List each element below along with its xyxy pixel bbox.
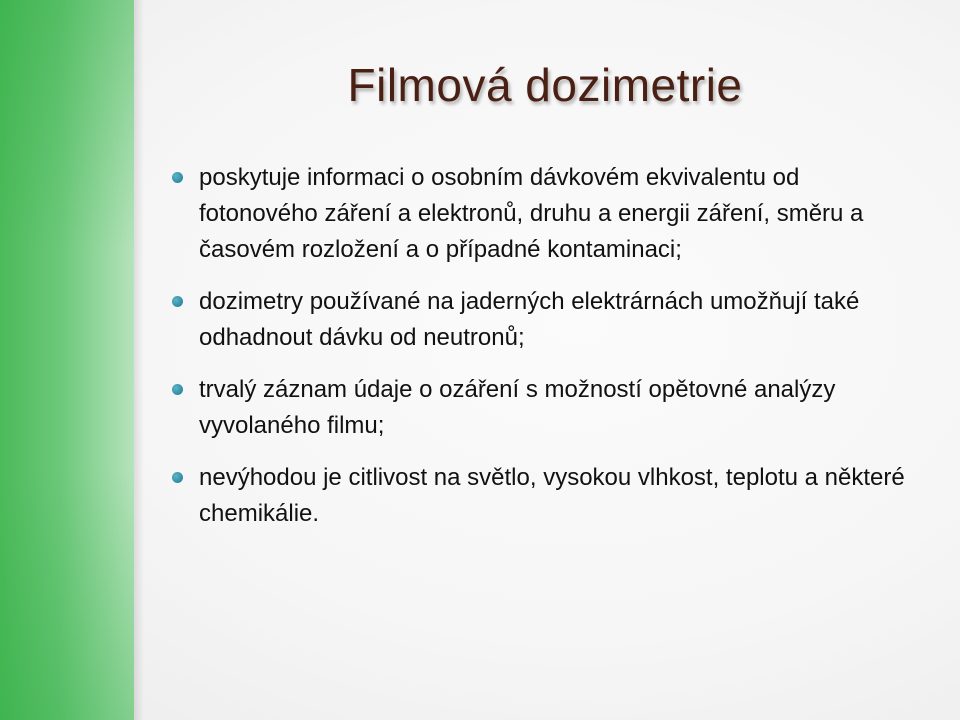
- green-side-band: [0, 0, 134, 720]
- bullet-item: [172, 460, 922, 532]
- bullet-dot-icon: [172, 172, 183, 183]
- bullet-text: poskytuje informaci o osobním dávkovém ekvivalentu od fotonového záření a elektronů, druhu a energii záření, směru a časovém rozložení a o případné kontaminaci;: [199, 164, 864, 263]
- bullet-list: [172, 160, 922, 548]
- bullet-dot-icon: [172, 296, 183, 307]
- bullet-text: dozimetry používané na jaderných elektrárnách umožňují také odhadnout dávku od neutronů;: [199, 288, 860, 351]
- slide-title: Filmová dozimetrie: [347, 59, 743, 111]
- bullet-text: nevýhodou je citlivost na světlo, vysokou vlhkost, teplotu a některé chemikálie.: [199, 464, 905, 527]
- side-band-shadow: [134, 0, 144, 720]
- bullet-text: trvalý záznam údaje o ozáření s možností opětovné analýzy vyvolaného filmu;: [199, 376, 836, 439]
- bullet-item: [172, 284, 922, 356]
- bullet-item: [172, 160, 922, 268]
- bullet-item: [172, 372, 922, 444]
- bullet-dot-icon: [172, 384, 183, 395]
- bullet-dot-icon: [172, 472, 183, 483]
